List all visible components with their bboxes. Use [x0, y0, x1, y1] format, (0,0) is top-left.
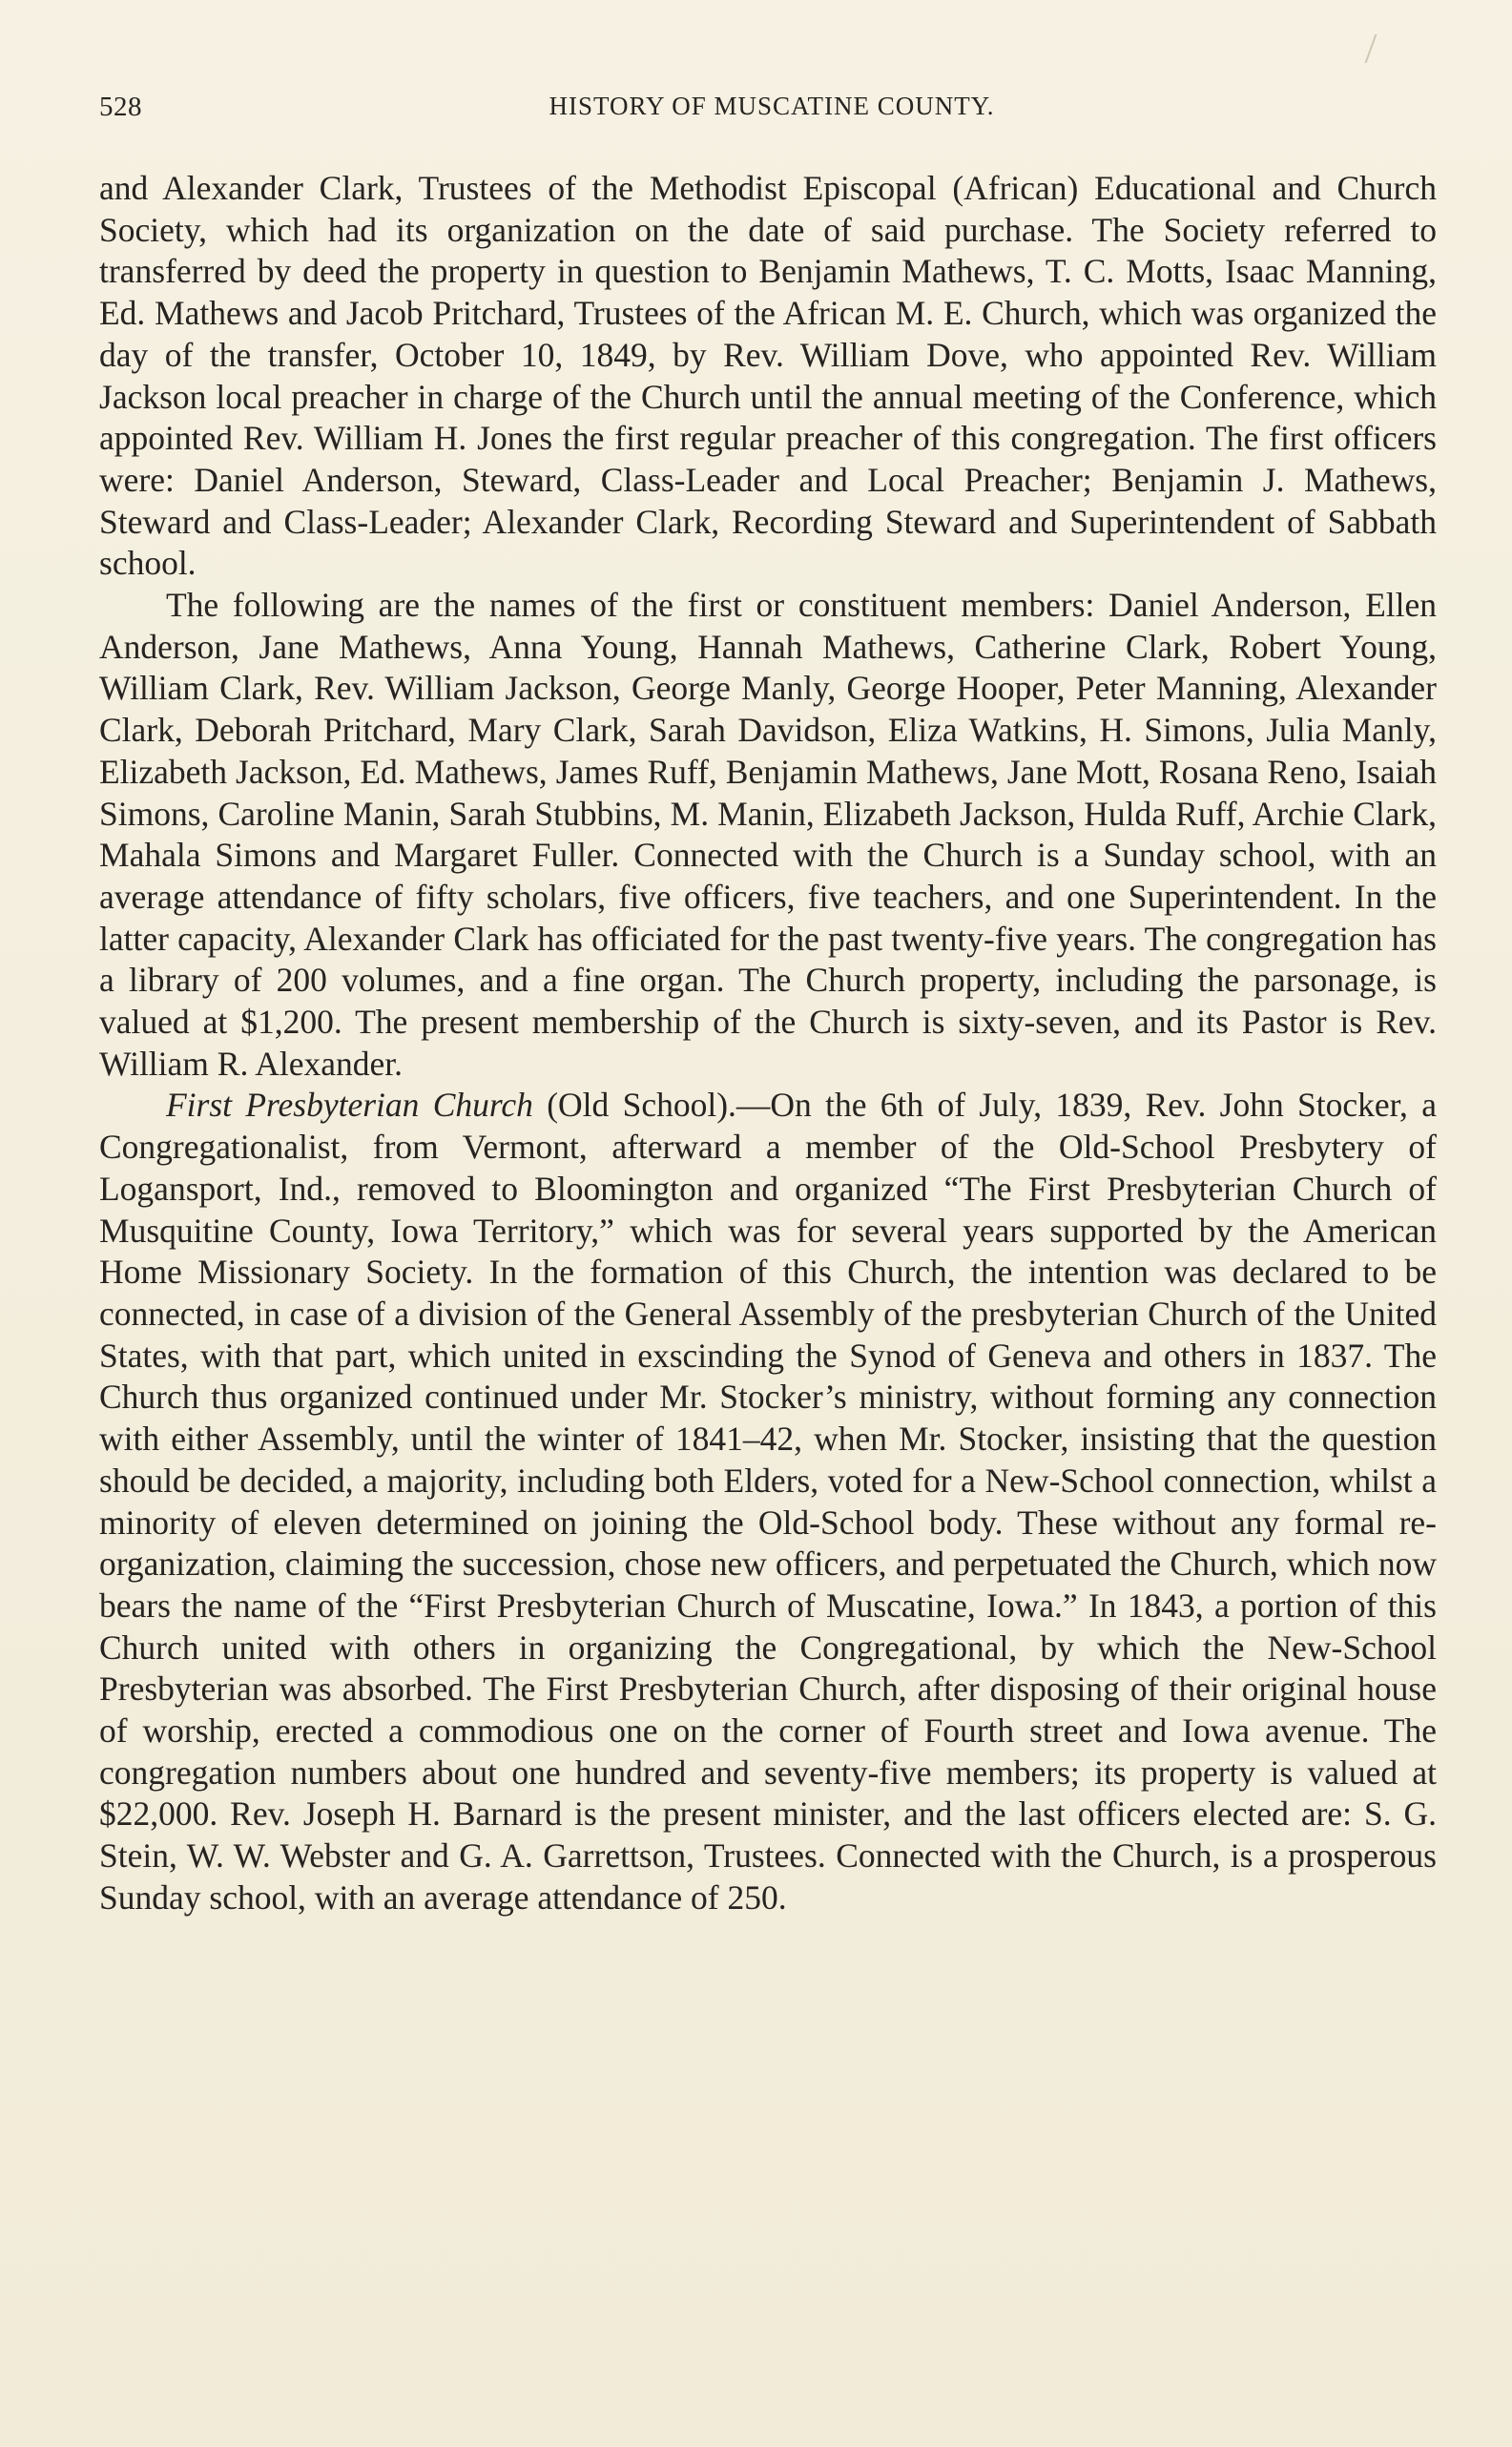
margin-pencil-mark	[1352, 34, 1377, 63]
page-number: 528	[99, 92, 142, 122]
paragraph-members: The following are the names of the first or constituent members: Daniel Anderson, Ellen Anderson, Jane Mathews, Anna Young, Hannah Mathews, Catherine Clark, Robert Young, William Clark, Rev. William Jackson, George Manly, George Hooper, Peter Manning, Alexander Clark, Deborah Pritchard, Mary Clark, Sarah Davidson, Eliza Watkins, H. Simons, Julia Manly, Elizabeth Jackson, Ed. Mathews, James Ruff, Benjamin Mathews, Jane Mott, Rosana Reno, Isaiah Simons, Caroline Manin, Sarah Stubbins, M. Manin, Elizabeth Jackson, Hulda Ruff, Archie Clark, Mahala Simons and Margaret Fuller. Connected with the Church is a Sunday school, with an average attendance of fifty scholars, five officers, five teachers, and one Superintendent. In the latter capacity, Alexander Clark has officiated for the past twenty-five years. The congregation has a library of 200 volumes, and a fine organ. The Church property, including the parsonage, is valued at $1,200. The present membership of the Church is sixty-seven, and its Pastor is Rev. William R. Alexander.	[99, 586, 1437, 1083]
paragraph-text: (Old School).—On the 6th of July, 1839, Rev. John Stocker, a Congregationalist, from Vermont, afterward a member of the Old-School Presbytery of Logansport, Ind., removed to Bloomington and organized “The First Presbyterian Church of Musquitine County, Iowa Territory,” which was for several years supported by the American Home Missionary Society. In the formation of this Church, the intention was declared to be connected, in case of a division of the General Assembly of the presbyterian Church of the United States, with that part, which united in exscinding the Synod of Geneva and others in 1837. The Church thus organized continued under Mr. Stocker’s ministry, without forming any connection with either Assembly, until the winter of 1841–42, when Mr. Stocker, insisting that the question should be decided, a majority, including both Elders, voted for a New-School connection, whilst a minority of eleven determined on joining the Old-School body. These without any formal re-organization, claiming the succession, chose new officers, and perpetuated the Church, which now bears the name of the “First Presbyterian Church of Muscatine, Iowa.” In 1843, a portion of this Church united with others in organizing the Congregational, by which the New-School Presbyterian was absorbed. The First Presbyterian Church, after disposing of their original house of worship, erected a commodious one on the corner of Fourth street and Iowa avenue. The congregation numbers about one hundred and seventy-five members; its property is valued at $22,000. Rev. Joseph H. Barnard is the present minister, and the last officers elected are: S. G. Stein, W. W. Webster and G. A. Garrettson, Trustees. Connected with the Church, is a prosperous Sunday school, with an average attendance of 250.	[99, 1086, 1437, 1917]
paragraph-first-presbyterian	[99, 1085, 1437, 1918]
body-text	[99, 168, 1437, 1919]
running-head	[99, 92, 1444, 130]
running-title: HISTORY OF MUSCATINE COUNTY.	[549, 92, 995, 120]
paragraph-continuation: and Alexander Clark, Trustees of the Methodist Episcopal (African) Educational and Church Society, which had its organization on the date of said purchase. The Society referred to transferred by deed the property in question to Benjamin Mathews, T. C. Motts, Isaac Manning, Ed. Mathews and Jacob Pritchard, Trustees of the African M. E. Church, which was organized the day of the transfer, October 10, 1849, by Rev. William Dove, who appointed Rev. William Jackson local preacher in charge of the Church until the annual meeting of the Conference, which appointed Rev. William H. Jones the first regular preacher of this congregation. The first officers were: Daniel Anderson, Steward, Class-Leader and Local Preacher; Benjamin J. Mathews, Steward and Class-Leader; Alexander Clark, Recording Steward and Superintendent of Sabbath school.	[99, 169, 1437, 583]
section-heading-italic: First Presbyterian Church	[166, 1086, 533, 1125]
